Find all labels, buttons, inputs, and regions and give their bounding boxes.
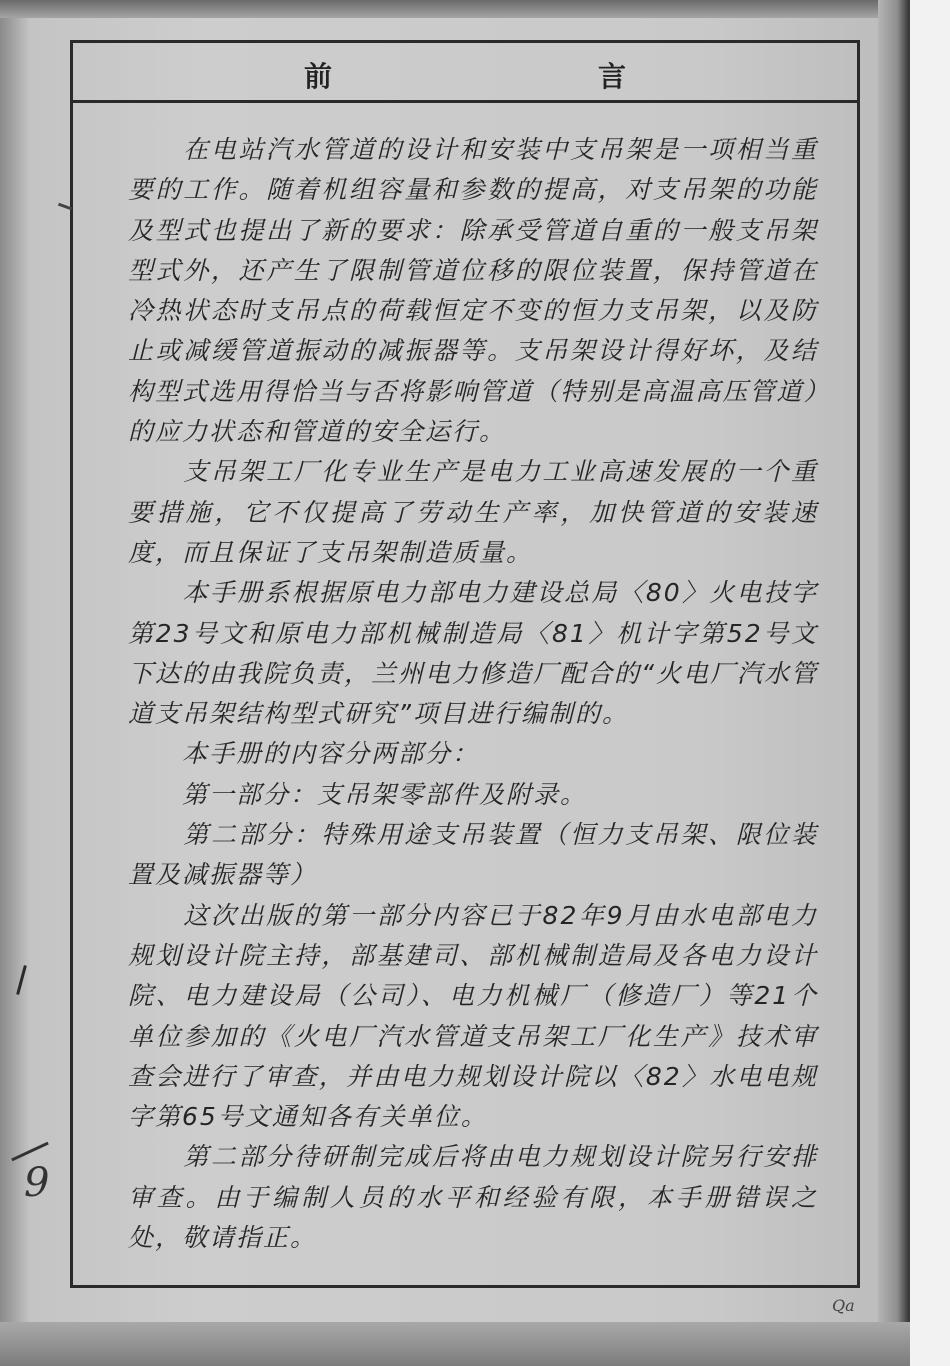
scan-right-shadow xyxy=(878,0,910,1366)
paragraph-4: 本手册的内容分两部分： xyxy=(128,739,480,769)
page-title: 前 言 xyxy=(303,60,696,93)
paragraph-6: 第二部分：特殊用途支吊装置（恒力支吊架、限位装置及减振器等） xyxy=(128,820,818,890)
title-band xyxy=(73,43,857,103)
margin-number-one xyxy=(16,965,27,995)
paragraph-8: 第二部分待研制完成后将由电力规划设计院另行安排审查。由于编制人员的水平和经验有限，本手册错误之处，敬请指正。 xyxy=(128,1142,818,1253)
preface-body xyxy=(128,130,818,1258)
paragraph-3: 本手册系根据原电力部电力建设总局〈80〉火电技字第23号文和原电力部机械制造局〈81〉机计字第52号文下达的由我院负责，兰州电力修造厂配合的“火电厂汽水管道支吊架结构型式研究”项目进行编制的。 xyxy=(128,578,818,729)
paragraph-2: 支吊架工厂化专业生产是电力工业高速发展的一个重要措施，它不仅提高了劳动生产率，加快管道的安装速度，而且保证了支吊架制造质量。 xyxy=(128,457,818,567)
margin-handwritten-nine: 9 xyxy=(24,1160,50,1206)
margin-dash-mark xyxy=(11,1142,49,1162)
scan-bottom-shadow xyxy=(0,1322,910,1366)
paragraph-7: 这次出版的第一部分内容已于82年9月由水电部电力规划设计院主持，部基建司、部机械制造局及各电力设计院、电力建设局（公司）、电力机械厂（修造厂）等21个单位参加的《火电厂汽水管道支吊架工厂化生产》技术审查会进行了审查，并由电力规划设计院以〈82〉水电电规字第65号文通知各有关单位。 xyxy=(128,900,818,1132)
scan-white-edge xyxy=(910,0,950,1366)
paragraph-5: 第一部分：支吊架零部件及附录。 xyxy=(128,779,588,809)
scan-top-shadow xyxy=(0,0,910,18)
corner-scribble: Qa xyxy=(832,1296,855,1315)
paragraph-1: 在电站汽水管道的设计和安装中支吊架是一项相当重要的工作。随着机组容量和参数的提高，对支吊架的功能及型式也提出了新的要求：除承受管道自重的一般支吊架型式外，还产生了限制管道位移的限位装置，保持管道在冷热状态时支吊点的荷载恒定不变的恒力支吊架，以及防止或减缓管道振动的减振器等。支吊架设计得好坏，及结构型式选用得恰当与否将影响管道（特别是高温高压管道）的应力状态和管道的安全运行。 xyxy=(128,135,818,447)
